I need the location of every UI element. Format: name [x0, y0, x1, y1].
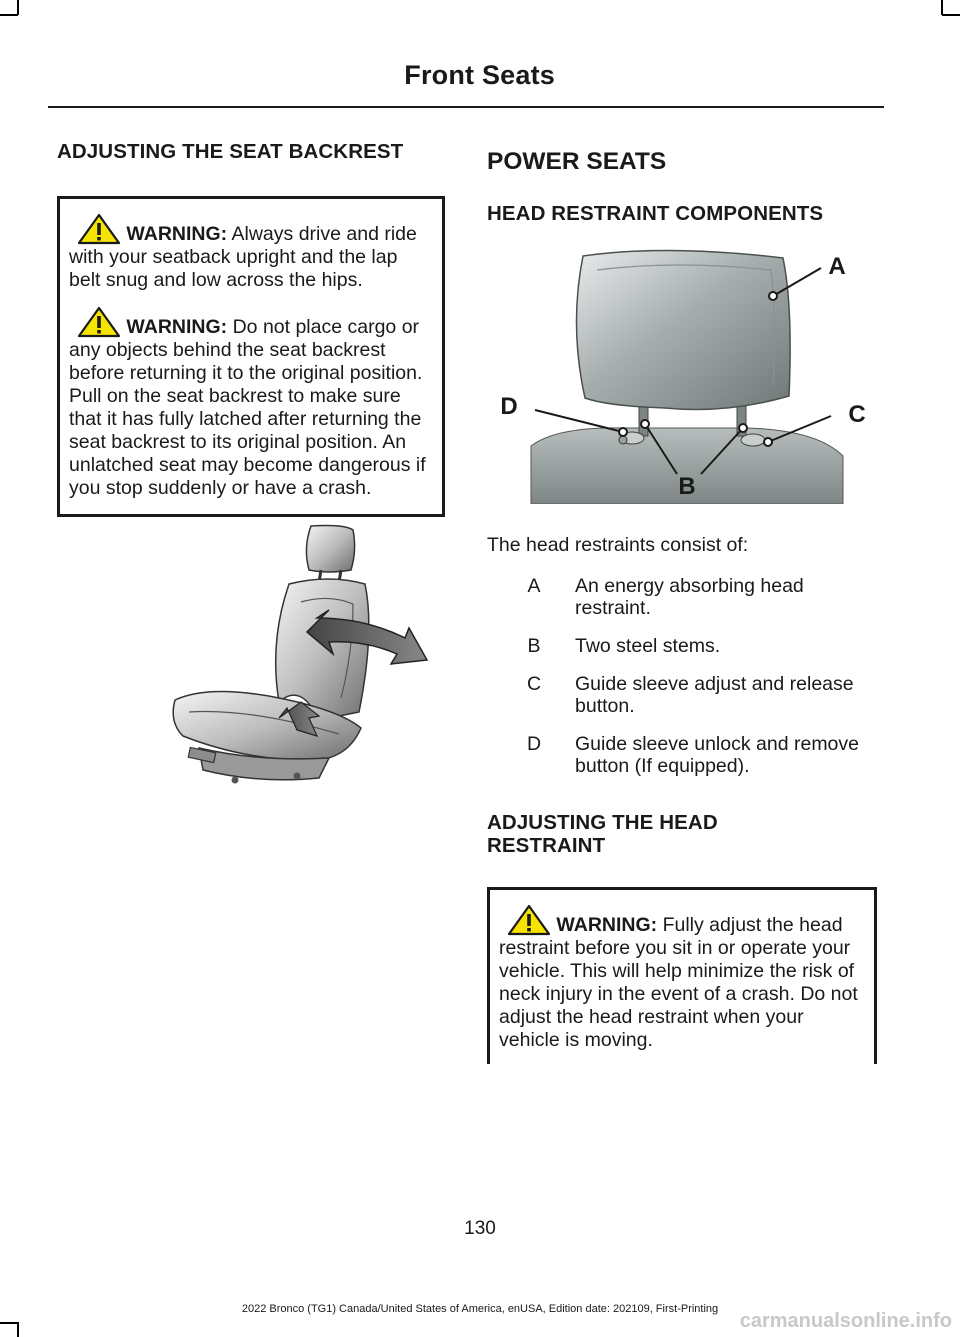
warning-triangle-icon — [77, 306, 121, 338]
crop-mark — [941, 0, 943, 15]
section-heading-seat-backrest: ADJUSTING THE SEAT BACKREST — [57, 140, 404, 163]
list-item-text: Guide sleeve adjust and release button. — [575, 673, 854, 717]
head-restraint-illustration — [487, 246, 869, 504]
seat-backrest-illustration — [169, 522, 429, 784]
right-column — [487, 140, 877, 1064]
callout-d: D — [500, 393, 518, 420]
warning-paragraph — [499, 904, 866, 1052]
header-divider — [48, 106, 884, 108]
warning-text: Fully adjust the head restraint before you sit in or operate your vehicle. This will help minimize the risk of neck injury in the event of a crash. Do not adjust the head restraint when your vehicle is moving. — [499, 914, 858, 1051]
list-item-text: Two steel stems. — [575, 635, 721, 657]
section-heading-head-restraint-components: HEAD RESTRAINT COMPONENTS — [487, 202, 824, 225]
crop-mark — [0, 14, 18, 16]
intro-text: The head restraints consist of: — [487, 534, 749, 556]
component-list — [487, 575, 877, 777]
warning-label: WARNING: — [556, 914, 658, 936]
watermark: carmanualsonline.info — [739, 1310, 952, 1332]
warning-box — [487, 887, 877, 1064]
list-item — [487, 733, 877, 777]
warning-label: WARNING: — [126, 316, 228, 338]
list-item-text: An energy absorbing head restraint. — [575, 575, 804, 619]
list-item — [487, 575, 877, 619]
page-title: Front Seats — [404, 60, 555, 90]
warning-text: Always drive and ride with your seatback upright and the lap belt snug and low across the hips. — [69, 223, 417, 291]
warning-paragraph — [69, 306, 434, 500]
list-item-text: Guide sleeve unlock and remove button (If equipped). — [575, 733, 859, 777]
crop-mark — [17, 0, 19, 15]
left-column — [57, 140, 445, 517]
crop-mark — [942, 14, 960, 16]
warning-paragraph — [69, 213, 434, 292]
crop-mark — [17, 1322, 19, 1337]
page-number: 130 — [464, 1218, 496, 1239]
warning-text: Do not place cargo or any objects behind the seat backrest before returning it to the original position. Pull on the seat backrest to make sure that it has fully latched after returning the seat backrest to its original position. An unlatched seat may become dangerous if you stop suddenly or have a crash. — [69, 316, 426, 499]
warning-box — [57, 196, 445, 517]
list-item — [487, 635, 877, 657]
section-heading-adjusting-head-restraint: ADJUSTING THE HEAD RESTRAINT — [487, 811, 718, 857]
warning-triangle-icon — [507, 904, 551, 936]
section-heading-power-seats: POWER SEATS — [487, 148, 667, 175]
crop-mark — [0, 1322, 18, 1324]
footer-text: 2022 Bronco (TG1) Canada/United States of America, enUSA, Edition date: 202109, First-Printing — [241, 1303, 719, 1315]
warning-label: WARNING: — [126, 223, 228, 245]
callout-c: C — [848, 401, 866, 428]
list-item-key: B — [527, 635, 541, 657]
list-item-key: A — [527, 575, 541, 597]
list-item — [487, 673, 877, 717]
list-item-key: D — [526, 733, 542, 755]
warning-triangle-icon — [77, 213, 121, 245]
list-item-key: C — [526, 673, 542, 695]
callout-a: A — [828, 253, 846, 280]
callout-b: B — [678, 473, 696, 500]
